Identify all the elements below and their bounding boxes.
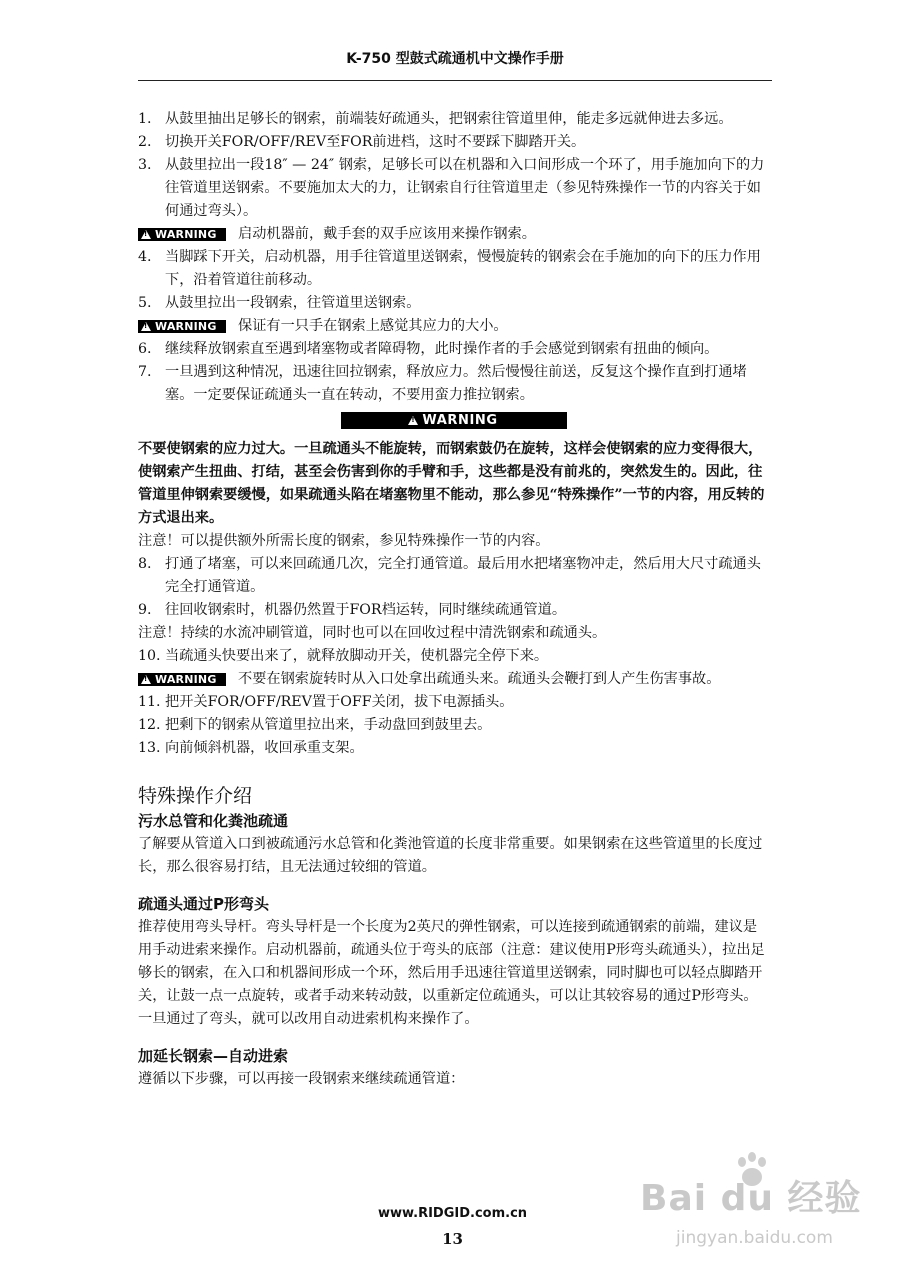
warning-line-2 xyxy=(138,315,770,338)
subsection-text: 了解要从管道入口到被疏通污水总管和化粪池管道的长度非常重要。如果钢索在这些管道里的长度过长，那么很容易打结，且无法通过较细的管道。 xyxy=(138,836,763,875)
list-item: 10. 当疏通头快要出来了，就释放脚动开关，使机器完全停下来。 xyxy=(138,648,549,664)
warning-text: 不要在钢索旋转时从入口处拿出疏通头来。疏通头会鞭打到人产生伤害事故。 xyxy=(238,671,721,687)
note-1: 注意！可以提供额外所需长度的钢索，参见特殊操作一节的内容。 xyxy=(138,533,550,549)
list-item: 4. 当脚踩下开关，启动机器，用手往管道里送钢索，慢慢旋转的钢索会在手施加的向下的压力作用下，沿着管道往前移动。 xyxy=(138,249,761,288)
steps-group-d xyxy=(138,553,770,622)
list-item: 9. 往回收钢索时，机器仍然置于FOR档运转，同时继续疏通管道。 xyxy=(138,602,567,618)
list-item: 12. 把剩下的钢索从管道里拉出来，手动盘回到鼓里去。 xyxy=(138,717,492,733)
warning-triangle-icon xyxy=(141,675,151,684)
watermark-url: jingyan.baidu.com xyxy=(676,1228,833,1248)
warning-line-1 xyxy=(138,223,770,246)
steps-group-e xyxy=(138,691,770,760)
warning-badge: ! WARNING xyxy=(138,320,226,333)
list-item: 13. 向前倾斜机器，收回承重支架。 xyxy=(138,740,364,756)
warning-line-3 xyxy=(138,668,770,691)
subsection-text: 遵循以下步骤，可以再接一段钢索来继续疏通管道： xyxy=(138,1071,465,1087)
subsection-text: 推荐使用弯头导杆。弯头导杆是一个长度为2英尺的弹性钢索，可以连接到疏通钢索的前端，建议是用手动进索来操作。启动机器前，疏通头位于弯头的底部（注意：建议使用P形弯头疏通头），拉出足够长的钢索，在入口和机器间形成一个环，然后用手迅速往管道里送钢索，同时脚也可以轻点脚踏开关，让鼓一点一点旋转，或者手动来转动鼓，以重新定位疏通头，可以让其较容易的通过P形弯头。一旦通过了弯头，就可以改用自动进索机构来操作了。 xyxy=(138,919,765,1027)
warning-triangle-icon xyxy=(408,416,418,425)
warning-badge: ! WARNING xyxy=(138,673,226,686)
list-item: 1. 从鼓里抽出足够长的钢索，前端装好疏通头，把钢索往管道里伸，能走多远就伸进去多远。 xyxy=(138,111,733,127)
subsection-title: 疏通头通过P形弯头 xyxy=(138,895,269,913)
watermark-text: Bai du 经验 xyxy=(640,1178,862,1219)
subsection-title: 加延长钢索—自动进索 xyxy=(138,1047,289,1065)
warning-triangle-icon xyxy=(141,230,151,239)
warning-banner xyxy=(138,407,770,438)
steps-group-b xyxy=(138,246,770,315)
list-item: 2. 切换开关FOR/OFF/REV至FOR前进档，这时不要踩下脚踏开关。 xyxy=(138,134,586,150)
list-item: 7. 一旦遇到这种情况，迅速往回拉钢索，释放应力。然后慢慢往前送，反复这个操作直到打通堵塞。一定要保证疏通头一直在转动，不要用蛮力推拉钢索。 xyxy=(138,364,747,403)
list-item: 11. 把开关FOR/OFF/REV置于OFF关闭，拔下电源插头。 xyxy=(138,694,514,710)
footer-url: www.RIDGID.com.cn xyxy=(377,1206,528,1221)
page-header: K-750 型鼓式疏通机中文操作手册 xyxy=(346,51,564,67)
header-rule xyxy=(138,80,772,81)
list-item: 5. 从鼓里拉出一段钢索，往管道里送钢索。 xyxy=(138,295,421,311)
list-item: 6. 继续释放钢索直至遇到堵塞物或者障碍物，此时操作者的手会感觉到钢索有扭曲的倾向。 xyxy=(138,341,719,357)
watermark xyxy=(640,1150,880,1260)
note-2: 注意！持续的水流冲刷管道，同时也可以在回收过程中清洗钢索和疏通头。 xyxy=(138,625,607,641)
warning-paragraph: 不要使钢索的应力过大。一旦疏通头不能旋转，而钢索鼓仍在旋转，这样会使钢索的应力变得很大，使钢索产生扭曲、打结，甚至会伤害到你的手臂和手，这些都是没有前兆的，突然发生的。因此，往管道里伸钢索要缓慢，如果疏通头陷在堵塞物里不能动，那么参见“特殊操作”一节的内容，用反转的方式退出来。 xyxy=(138,441,765,526)
manual-content xyxy=(138,108,770,1091)
steps-group-a xyxy=(138,108,770,223)
warning-triangle-icon xyxy=(141,322,151,331)
steps-group-c xyxy=(138,338,770,407)
warning-text: 启动机器前，戴手套的双手应该用来操作钢索。 xyxy=(238,226,536,242)
warning-badge: ! WARNING xyxy=(138,228,226,241)
section-title: 特殊操作介绍 xyxy=(138,785,253,807)
list-item: 3. 从鼓里拉出一段18″ — 24″ 钢索，足够长可以在机器和入口间形成一个环了，用手施加向下的力往管道里送钢索。不要施加太大的力，让钢索自行往管道里走（参见特殊操作一节的内容关于如何通过弯头）。 xyxy=(138,157,765,219)
warning-text: 保证有一只手在钢索上感觉其应力的大小。 xyxy=(238,318,508,334)
page-number: 13 xyxy=(442,1230,463,1248)
subsection-title: 污水总管和化粪池疏通 xyxy=(138,812,289,830)
warning-badge-large: ! WARNING xyxy=(341,412,567,429)
list-item: 8. 打通了堵塞，可以来回疏通几次，完全打通管道。最后用水把堵塞物冲走，然后用大尺寸疏通头完全打通管道。 xyxy=(138,556,761,595)
